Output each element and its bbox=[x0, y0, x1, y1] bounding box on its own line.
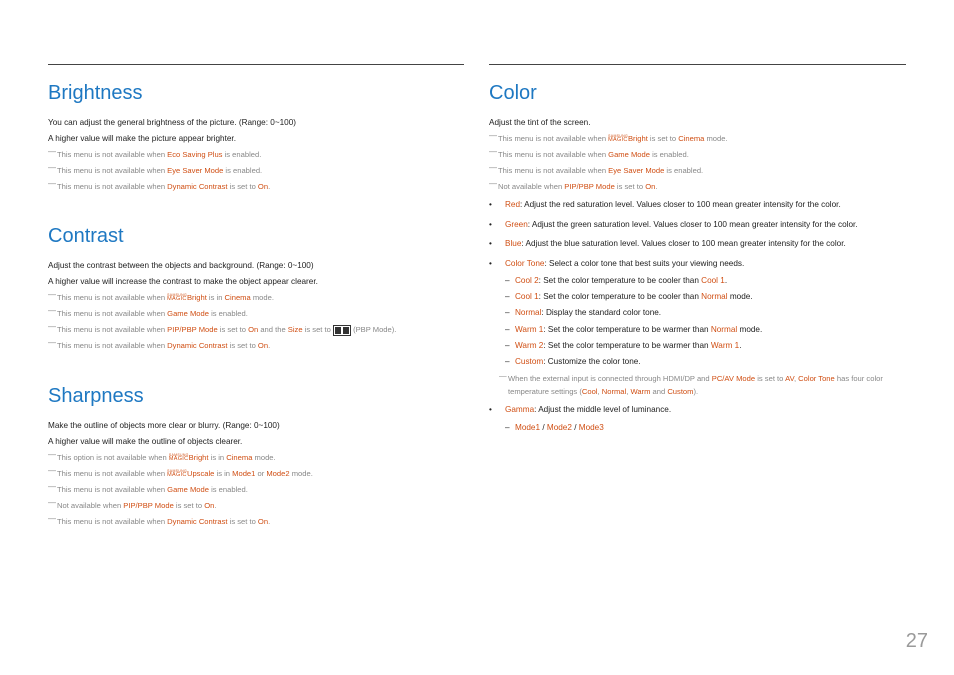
tone-warm1: – Warm 1: Set the color temperature to be warmer than Normal mode. bbox=[489, 322, 906, 338]
tone-warm2: – Warm 2: Set the color temperature to be warmer than Warm 1. bbox=[489, 338, 906, 354]
brightness-title: Brightness bbox=[48, 82, 143, 104]
sharpness-note-game: — This menu is not available when Game Mode is enabled. bbox=[48, 482, 464, 498]
color-desc: Adjust the tint of the screen. bbox=[489, 118, 591, 127]
contrast-title: Contrast bbox=[48, 225, 124, 247]
sharpness-desc-higher: A higher value will make the outline of objects clearer. bbox=[48, 437, 243, 446]
top-rule bbox=[489, 64, 906, 65]
bullet-green: • Green: Adjust the green saturation level. Values closer to 100 mean greater intensity for the color. bbox=[489, 215, 906, 235]
sharpness-desc-range: Make the outline of objects more clear or blurry. (Range: 0~100) bbox=[48, 421, 280, 430]
gamma-modes: – Mode1 / Mode2 / Mode3 bbox=[489, 420, 906, 436]
brightness-desc-higher: A higher value will make the picture appear brighter. bbox=[48, 134, 236, 143]
sharpness-note-magic-bright: — This option is not available when SAMSUNG MAGIC Bright is in Cinema mode. bbox=[48, 450, 464, 466]
page-number: 27 bbox=[905, 630, 928, 652]
brightness-note-dynamic: — This menu is not available when Dynamic Contrast is set to On. bbox=[48, 179, 464, 195]
sharpness-note-dynamic: — This menu is not available when Dynamic Contrast is set to On. bbox=[48, 514, 464, 530]
brightness-note-eco: — This menu is not available when Eco Saving Plus is enabled. bbox=[48, 147, 464, 163]
contrast-note-dynamic: — This menu is not available when Dynamic Contrast is set to On. bbox=[48, 338, 464, 354]
bullet-blue: • Blue: Adjust the blue saturation level. Values closer to 100 mean greater intensity for the color. bbox=[489, 234, 906, 254]
color-title: Color bbox=[489, 82, 537, 104]
left-column bbox=[48, 64, 464, 530]
bullet-gamma: • Gamma: Adjust the middle level of luminance. bbox=[489, 400, 906, 420]
right-column bbox=[489, 64, 906, 436]
sharpness-note-pip: — Not available when PIP/PBP Mode is set to On. bbox=[48, 498, 464, 514]
top-rule bbox=[48, 64, 464, 65]
contrast-desc-range: Adjust the contrast between the objects and background. (Range: 0~100) bbox=[48, 261, 314, 270]
brightness-note-eye: — This menu is not available when Eye Saver Mode is enabled. bbox=[48, 163, 464, 179]
sharpness-title: Sharpness bbox=[48, 385, 144, 407]
contrast-note-pip: — This menu is not available when PIP/PBP Mode is set to On and the Size is set to (PBP Mode). bbox=[48, 322, 464, 338]
tone-normal: – Normal: Display the standard color tone. bbox=[489, 305, 906, 321]
tone-cool1: – Cool 1: Set the color temperature to be cooler than Normal mode. bbox=[489, 289, 906, 305]
contrast-note-magic: — This menu is not available when SAMSUNG MAGIC Bright is in Cinema mode. bbox=[48, 290, 464, 306]
color-note-pip: — Not available when PIP/PBP Mode is set to On. bbox=[489, 179, 906, 195]
pbp-split-icon bbox=[333, 325, 351, 336]
color-note-magic: — This menu is not available when SAMSUNG MAGIC Bright is set to Cinema mode. bbox=[489, 131, 906, 147]
magic-bright-logo: SAMSUNG MAGIC bbox=[167, 293, 187, 302]
color-note-eye: — This menu is not available when Eye Saver Mode is enabled. bbox=[489, 163, 906, 179]
magic-bright-logo: SAMSUNG MAGIC bbox=[608, 134, 628, 143]
contrast-note-game: — This menu is not available when Game Mode is enabled. bbox=[48, 306, 464, 322]
tone-custom: – Custom: Customize the color tone. bbox=[489, 354, 906, 370]
color-note-game: — This menu is not available when Game Mode is enabled. bbox=[489, 147, 906, 163]
sharpness-note-magic-upscale: — This menu is not available when SAMSUNG MAGIC Upscale is in Mode1 or Mode2 mode. bbox=[48, 466, 464, 482]
bullet-color-tone: • Color Tone: Select a color tone that best suits your viewing needs. bbox=[489, 254, 906, 274]
bullet-red: • Red: Adjust the red saturation level. Values closer to 100 mean greater intensity for the color. bbox=[489, 195, 906, 215]
color-tone-ext-note: — When the external input is connected through HDMI/DP and PC/AV Mode is set to AV, Color Tone has four color temperature settings (Cool, Normal, Warm and Custom). bbox=[489, 372, 906, 398]
brightness-desc-range: You can adjust the general brightness of the picture. (Range: 0~100) bbox=[48, 118, 296, 127]
magic-bright-logo: SAMSUNG MAGIC bbox=[168, 453, 189, 462]
magic-upscale-logo: SAMSUNG MAGIC bbox=[167, 469, 187, 478]
tone-cool2: – Cool 2: Set the color temperature to be cooler than Cool 1. bbox=[489, 273, 906, 289]
contrast-desc-higher: A higher value will increase the contrast to make the object appear clearer. bbox=[48, 277, 318, 286]
